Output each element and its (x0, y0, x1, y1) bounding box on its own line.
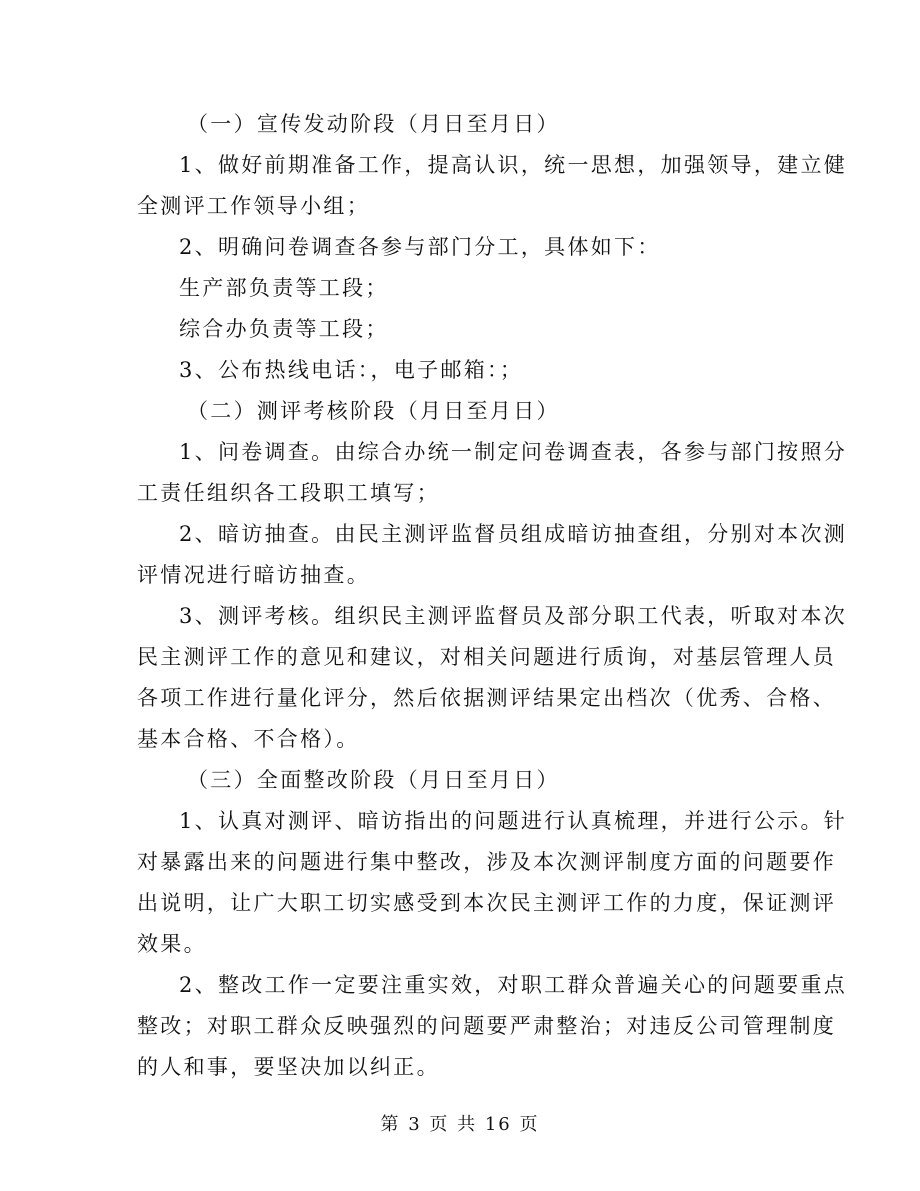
section-heading-3: （三）全面整改阶段（月日至月日） (187, 768, 560, 792)
paragraph-line: 评情况进行暗访抽查。 (137, 563, 370, 587)
paragraph-line: 1、问卷调查。由综合办统一制定问卷调查表，各参与部门按照分 (179, 440, 848, 464)
list-item: 综合办负责等工段； (179, 317, 389, 341)
paragraph-line: 3、测评考核。组织民主测评监督员及部分职工代表，听取对本次 (179, 604, 848, 628)
paragraph-line: 2、明确问卷调查各参与部门分工，具体如下： (179, 235, 661, 259)
list-item: 生产部负责等工段； (179, 276, 389, 300)
paragraph-line: 出说明，让广大职工切实感受到本次民主测评工作的力度，保证测评 (137, 891, 836, 915)
paragraph-line: 整改；对职工群众反映强烈的问题要严肃整治；对违反公司管理制度 (137, 1014, 836, 1038)
section-heading-1: （一）宣传发动阶段（月日至月日） (187, 112, 560, 136)
paragraph-line: 各项工作进行量化评分，然后依据测评结果定出档次（优秀、合格、 (137, 686, 836, 710)
paragraph-line: 2、暗访抽查。由民主测评监督员组成暗访抽查组，分别对本次测 (179, 522, 848, 546)
paragraph-line: 2、整改工作一定要注重实效，对职工群众普遍关心的问题要重点 (179, 973, 848, 997)
paragraph-line: 全测评工作领导小组； (137, 194, 370, 218)
section-heading-2: （二）测评考核阶段（月日至月日） (187, 399, 560, 423)
paragraph-line: 对暴露出来的问题进行集中整改，涉及本次测评制度方面的问题要作 (137, 850, 836, 874)
document-body (137, 104, 848, 1088)
paragraph-line: 民主测评工作的意见和建议，对相关问题进行质询，对基层管理人员 (137, 645, 836, 669)
paragraph-line: 的人和事，要坚决加以纠正。 (137, 1055, 440, 1079)
paragraph-line: 1、做好前期准备工作，提高认识，统一思想，加强领导，建立健 (179, 153, 848, 177)
paragraph-line: 工责任组织各工段职工填写； (137, 481, 440, 505)
paragraph-line: 基本合格、不合格）。 (137, 727, 360, 751)
paragraph-line: 3、公布热线电话：，电子邮箱：； (179, 358, 524, 382)
page-number-footer: 第 3 页 共 16 页 (380, 1114, 540, 1135)
paragraph-line: 1、认真对测评、暗访指出的问题进行认真梳理，并进行公示。针 (179, 809, 848, 833)
paragraph-line: 效果。 (137, 932, 207, 956)
